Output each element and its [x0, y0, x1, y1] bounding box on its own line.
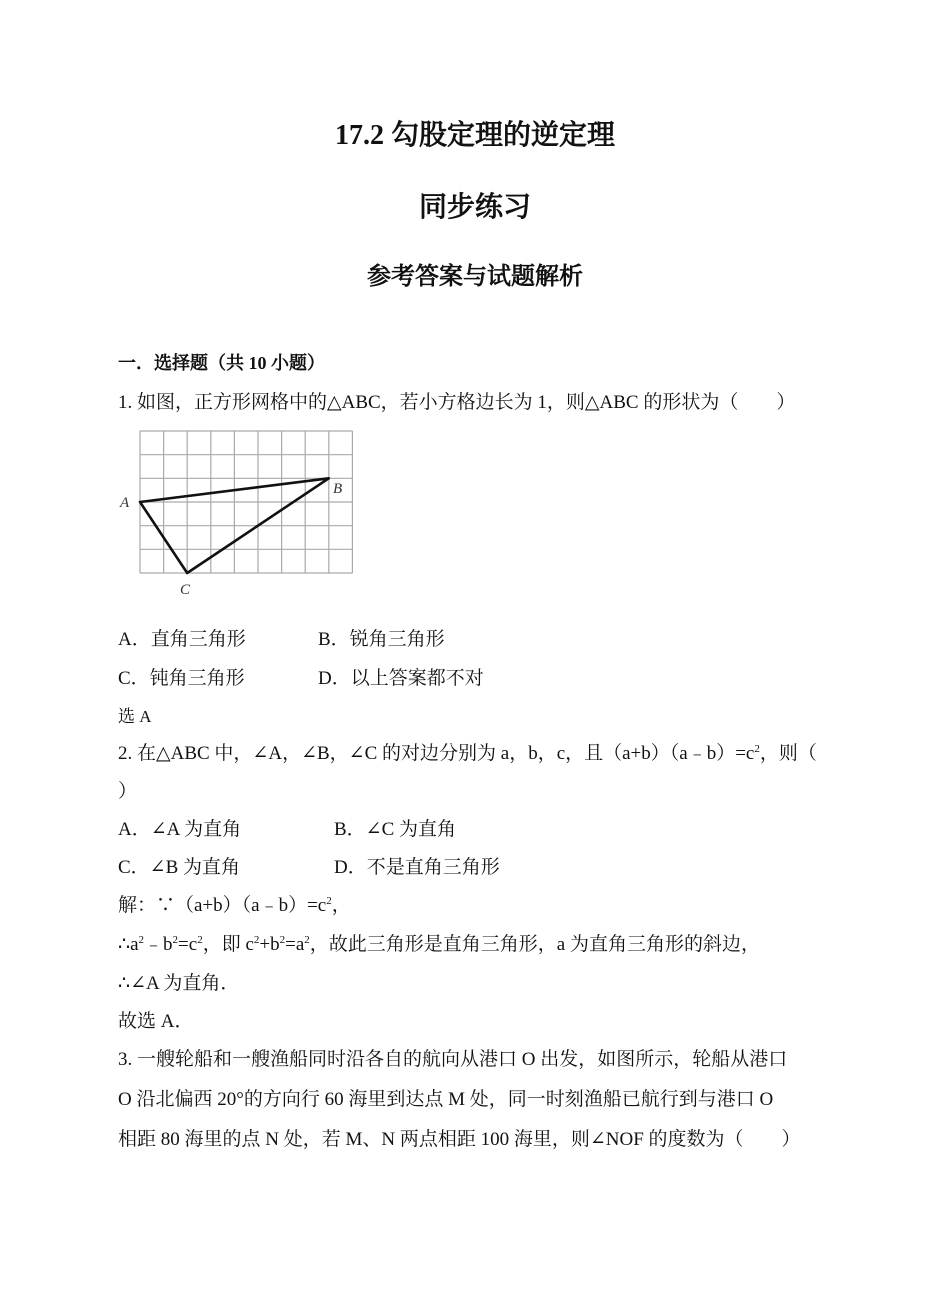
q3-stem-line2: O 沿北偏西 20°的方向行 60 海里到达点 M 处，同一时刻渔船已航行到与港口 O: [118, 1089, 774, 1110]
document-subtitle: 同步练习: [418, 192, 531, 223]
q2-option-b: B．∠C 为直角: [334, 819, 457, 840]
q1-stem: 1. 如图，正方形网格中的△ABC，若小方格边长为 1，则△ABC 的形状为（ ）: [118, 392, 796, 413]
q2-sol2-exp1: 2: [138, 934, 145, 946]
q2-sol1-text: 解：∵（a+b）（a﹣b）=c: [118, 895, 327, 916]
q2-option-a: A．∠A 为直角: [118, 819, 242, 840]
q2-option-d: D．不是直角三角形: [334, 857, 500, 878]
q2-sol2-b: ﹣b: [144, 934, 173, 955]
q1-option-d: D．以上答案都不对: [318, 668, 484, 689]
vertex-label-b: B: [333, 481, 343, 497]
q2-stem-tail: ，则（: [759, 743, 817, 764]
triangle-grid-diagram: [116, 426, 361, 600]
section-heading: 一．选择题（共 10 小题）: [118, 353, 325, 373]
q2-sol2-f: =a: [285, 934, 305, 955]
document-title: 17.2 勾股定理的逆定理: [334, 120, 615, 151]
q1-figure: [116, 426, 361, 600]
q2-exponent: 2: [754, 743, 760, 755]
q2-solution-line2: [118, 932, 760, 958]
q2-sol2-g: ，故此三角形是直角三角形，a 为直角三角形的斜边，: [309, 934, 760, 955]
q1-option-c: C．钝角三角形: [118, 668, 245, 689]
q2-sol2-e: +b: [259, 934, 280, 955]
q2-sol2-d: ，即 c: [202, 934, 254, 955]
q2-solution-line3: ∴∠A 为直角．: [118, 973, 240, 994]
q2-sol2-a: ∴a: [118, 934, 139, 955]
q1-option-b: B．锐角三角形: [318, 629, 445, 650]
q2-solution-line1: [118, 893, 351, 919]
vertex-label-a: A: [120, 495, 130, 511]
q2-solution-line4: 故选 A．: [118, 1011, 194, 1032]
q1-option-a: A．直角三角形: [118, 629, 246, 650]
q2-sol2-exp2: 2: [172, 934, 179, 946]
q2-sol1-tail: ，: [331, 895, 351, 916]
q3-stem-line1: 3. 一艘轮船和一艘渔船同时沿各自的航向从港口 O 出发，如图所示，轮船从港口: [118, 1049, 788, 1070]
q2-stem-line2: ）: [118, 781, 138, 802]
q2-stem: [118, 741, 817, 767]
vertex-label-c: C: [180, 582, 191, 598]
q2-sol2-c: =c: [178, 934, 198, 955]
q1-answer: 选 A: [118, 707, 152, 726]
q2-sol2-exp5: 2: [279, 934, 286, 946]
q2-sol2-exp3: 2: [197, 934, 203, 946]
q2-sol2-exp6: 2: [304, 934, 310, 946]
q3-stem-line3: 相距 80 海里的点 N 处，若 M、N 两点相距 100 海里，则∠NOF 的度数为（ ）: [118, 1129, 801, 1150]
q2-sol1-exp: 2: [326, 895, 332, 907]
answers-title: 参考答案与试题解析: [367, 264, 583, 290]
q2-sol2-exp4: 2: [253, 934, 260, 946]
q2-option-c: C．∠B 为直角: [118, 857, 241, 878]
q2-stem-text: 2. 在△ABC 中，∠A，∠B，∠C 的对边分别为 a，b，c，且（a+b）（a﹣b）=c: [118, 743, 755, 764]
